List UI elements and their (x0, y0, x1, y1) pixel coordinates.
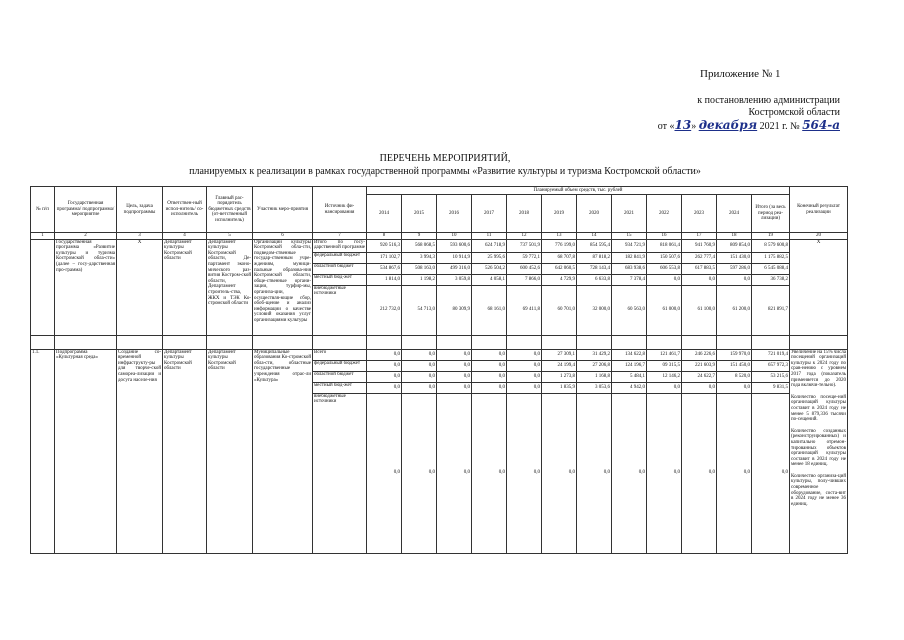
spacer-cell (542, 335, 577, 349)
cell-amount: 60 701,0 (542, 285, 577, 335)
col-year: 2021 (612, 195, 647, 233)
spacer-cell (117, 335, 163, 349)
cell-amount: 683 938,6 (612, 263, 647, 274)
cell-amount: 597 286,0 (717, 263, 752, 274)
cell-amount: 87 818,2 (577, 252, 612, 263)
cell-budget-manager: Департамент культуры Костромской области, Де-партамент эконо-мического раз-вития Костром-ской области, Департамент строитель-ства, ЖКХ и ТЭК Ко-стромской области (207, 239, 253, 335)
cell-participants: Организации культуры Костромской обла-сти, подведом-ственные государ-ственным учре-ждениям, муници-пальные образова-ния Костромской области, обще-ственные органи-зации, турфир-мы, организа-ции, осуществля-ющие сбор, обоб-щение и анализ информации о качестве условий оказания услуг организациями культуры (253, 239, 313, 335)
col-goal: Цель, задача подпрограммы (117, 187, 163, 233)
cell-source: внебюджетные источники (313, 393, 367, 553)
col-year: 2023 (682, 195, 717, 233)
col-program: Государственная программа/ подпрограмма/ мероприятие (55, 187, 117, 233)
cell-source: внебюджетные источники (313, 285, 367, 335)
cell-amount: 0,0 (402, 360, 437, 371)
cell-amount: 0,0 (402, 393, 437, 553)
col-year: 2017 (472, 195, 507, 233)
column-number-row (31, 233, 848, 240)
cell-amount: 0,0 (542, 393, 577, 553)
cell-amount: 1 168,8 (577, 371, 612, 382)
cell-amount: 4 058,1 (472, 274, 507, 285)
cell-amount: 53 215,6 (752, 371, 790, 382)
cell-program: Подпрограмма «Культурная среда» (55, 349, 117, 553)
cell-amount: 721 019,4 (752, 349, 790, 360)
cell-no: 1.1. (31, 349, 55, 553)
cell-amount: 0,0 (647, 382, 682, 393)
cell-amount: 1 273,8 (542, 371, 577, 382)
cell-amount: 8 520,0 (717, 371, 752, 382)
cell-amount: 09 315,5 (647, 360, 682, 371)
cell-amount: 124 196,7 (612, 360, 647, 371)
cell-amount: 1 175 882,5 (752, 252, 790, 263)
cell-amount: 31 429,2 (577, 349, 612, 360)
col-number: 8 (367, 233, 402, 240)
col-responsible: Ответствен-ный испол-нитель/ со-исполнитель (163, 187, 207, 233)
cell-amount: 0,0 (437, 382, 472, 393)
cell-amount: 3 994,3 (402, 252, 437, 263)
cell-amount: 0,0 (612, 393, 647, 553)
cell-amount: 809 854,0 (717, 239, 752, 252)
cell-amount: 600 452,6 (507, 263, 542, 274)
cell-amount: 0,0 (717, 274, 752, 285)
cell-source: федеральный бюджет (313, 360, 367, 371)
col-number: 2 (55, 233, 117, 240)
cell-amount: 508 163,0 (402, 263, 437, 274)
col-year: 2019 (542, 195, 577, 233)
cell-amount: 568 068,5 (402, 239, 437, 252)
cell-amount: 221 603,9 (682, 360, 717, 371)
cell-amount: 12 146,2 (647, 371, 682, 382)
col-number: 3 (117, 233, 163, 240)
table-row (31, 349, 848, 360)
cell-goal: X (117, 239, 163, 335)
cell-source: областной бюджет (313, 371, 367, 382)
spacer-cell (472, 335, 507, 349)
cell-amount: 0,0 (437, 349, 472, 360)
decree-number: 564-а (802, 118, 840, 132)
result-item: Количество посеще-ний организаций культуры составит в 2024 году не менее 5 879,336 тысячи по-сещений. (791, 394, 846, 423)
decree-day: 13 (674, 118, 692, 132)
decree-line-2: Костромской области (748, 107, 840, 118)
col-source: Источник фи-нансирования (313, 187, 367, 233)
col-year: 2024 (717, 195, 752, 233)
cell-amount: 0,0 (367, 349, 402, 360)
cell-amount: 0,0 (367, 393, 402, 553)
cell-amount: 657 972,3 (752, 360, 790, 371)
spacer-cell (790, 335, 848, 349)
col-number: 5 (207, 233, 253, 240)
title-line-2: планируемых к реализации в рамках государственной программы «Развитие культуры и туризма Костромской области» (189, 166, 701, 177)
cell-amount: 134 622,8 (612, 349, 647, 360)
cell-amount: 159 970,0 (717, 349, 752, 360)
result-item: Количество созданных (реконструированных) и капитально отремон-тированных объектов организаций культуры составит в 2024 году не менее 18 единиц. (791, 428, 846, 468)
col-number: 1 (31, 233, 55, 240)
cell-source: федеральный бюджет (313, 252, 367, 263)
cell-amount: 606 553,8 (647, 263, 682, 274)
cell-amount: 0,0 (472, 393, 507, 553)
cell-amount: 7 866,0 (507, 274, 542, 285)
cell-amount: 150 507,6 (647, 252, 682, 263)
cell-source: местный бюд-жет (313, 274, 367, 285)
cell-amount: 27 309,1 (542, 349, 577, 360)
col-number: 20 (790, 233, 848, 240)
cell-amount: 262 777,4 (682, 252, 717, 263)
cell-amount: 24 199,4 (542, 360, 577, 371)
col-number: 9 (402, 233, 437, 240)
cell-amount: 941 760,9 (682, 239, 717, 252)
col-budget-manager: Главный рас-порядитель бюджетных средств (от-ветственный исполнитель) (207, 187, 253, 233)
result-item: Увеличение на 15% числа посещений организаций культуры к 2024 году по срав-нению с уровнем 2017 года (показатель применяется до 2020 года включи-тельно). (791, 349, 846, 389)
cell-amount: 0,0 (367, 371, 402, 382)
cell-amount: 0,0 (682, 393, 717, 553)
cell-amount: 0,0 (472, 349, 507, 360)
cell-source: Всего (313, 349, 367, 360)
cell-results (790, 349, 848, 553)
cell-amount: 8 579 600,8 (752, 239, 790, 252)
cell-amount: 0,0 (437, 371, 472, 382)
cell-amount: 6 633,8 (577, 274, 612, 285)
cell-amount: 68 161,0 (472, 285, 507, 335)
cell-amount: 854 595,4 (577, 239, 612, 252)
col-total: Итого (за весь период реа-лизации) (752, 195, 790, 233)
cell-amount: 0,0 (507, 371, 542, 382)
col-number: 6 (253, 233, 313, 240)
cell-amount: 212 732,0 (367, 285, 402, 335)
col-participants: Участник меро-приятия (253, 187, 313, 233)
cell-amount: 25 995,6 (472, 252, 507, 263)
col-year: 2015 (402, 195, 437, 233)
cell-amount: 0,0 (577, 393, 612, 553)
col-number: 16 (647, 233, 682, 240)
col-number: 4 (163, 233, 207, 240)
spacer-cell (207, 335, 253, 349)
cell-amount: 3 053,6 (577, 382, 612, 393)
cell-amount: 934 721,9 (612, 239, 647, 252)
cell-amount: 0,0 (717, 393, 752, 553)
cell-amount: 32 000,0 (577, 285, 612, 335)
cell-amount: 818 061,4 (647, 239, 682, 252)
cell-amount: 61 000,0 (647, 285, 682, 335)
cell-source: местный бюд-жет (313, 382, 367, 393)
cell-amount: 526 504,2 (472, 263, 507, 274)
cell-amount: 68 707,8 (542, 252, 577, 263)
cell-amount: 0,0 (367, 360, 402, 371)
spacer-cell (612, 335, 647, 349)
cell-amount: 499 316,0 (437, 263, 472, 274)
spacer-cell (163, 335, 207, 349)
cell-result: X (790, 239, 848, 335)
cell-amount: 6 545 088,4 (752, 263, 790, 274)
col-number: 14 (577, 233, 612, 240)
cell-no (31, 239, 55, 335)
spacer-cell (752, 335, 790, 349)
result-item: Количество организа-ций культуры, полу-чивших современное оборудование, соста-вит в 2024 году не менее 36 единиц. (791, 473, 846, 507)
spacer-cell (402, 335, 437, 349)
col-year: 2018 (507, 195, 542, 233)
cell-amount: 0,0 (647, 274, 682, 285)
cell-amount: 1 814,0 (367, 274, 402, 285)
spacer-cell (682, 335, 717, 349)
cell-amount: 0,0 (507, 349, 542, 360)
table-row (31, 239, 848, 252)
cell-program: Государственная программа «Развитие культуры и туризма Костромской обла-сти» (далее – госу-дарственная про-грамма) (55, 239, 117, 335)
cell-amount: 593 600,6 (437, 239, 472, 252)
spacer-cell (577, 335, 612, 349)
cell-responsible: Департамент культуры Костромской области (163, 349, 207, 553)
cell-amount: 920 516,3 (367, 239, 402, 252)
col-number: 12 (507, 233, 542, 240)
cell-amount: 36 738,2 (752, 274, 790, 285)
col-year: 2020 (577, 195, 612, 233)
spacer-cell (437, 335, 472, 349)
cell-amount: 776 199,0 (542, 239, 577, 252)
cell-amount: 0,0 (752, 393, 790, 553)
cell-amount: 182 841,9 (612, 252, 647, 263)
cell-amount: 617 883,5 (682, 263, 717, 274)
spacer-row (31, 335, 848, 349)
cell-amount: 3 059,8 (437, 274, 472, 285)
col-number: 10 (437, 233, 472, 240)
spacer-cell (367, 335, 402, 349)
col-no: № п/п (31, 187, 55, 233)
cell-amount: 728 143,4 (577, 263, 612, 274)
cell-participants: Муниципальные образования Ко-стромской обла-сти, областные государственные учреждения отрас-ли «Культура» (253, 349, 313, 553)
cell-amount: 0,0 (367, 382, 402, 393)
cell-amount: 821 891,7 (752, 285, 790, 335)
cell-amount: 0,0 (507, 393, 542, 553)
col-number: 17 (682, 233, 717, 240)
spacer-cell (717, 335, 752, 349)
spacer-cell (313, 335, 367, 349)
spacer-cell (55, 335, 117, 349)
cell-amount: 80 309,9 (437, 285, 472, 335)
col-number: 13 (542, 233, 577, 240)
cell-amount: 0,0 (402, 382, 437, 393)
cell-amount: 0,0 (402, 371, 437, 382)
cell-amount: 0,0 (437, 393, 472, 553)
cell-amount: 1 198,2 (402, 274, 437, 285)
cell-amount: 27 206,8 (577, 360, 612, 371)
cell-source: областной бюджет (313, 263, 367, 274)
cell-amount: 0,0 (472, 371, 507, 382)
col-year: 2022 (647, 195, 682, 233)
document-title (120, 152, 770, 178)
cell-amount: 0,0 (507, 360, 542, 371)
cell-responsible: Департамент культуры Костромской области (163, 239, 207, 335)
cell-amount: 24 622,7 (682, 371, 717, 382)
cell-amount: 642 060,5 (542, 263, 577, 274)
cell-amount: 4 942,0 (612, 382, 647, 393)
col-number: 11 (472, 233, 507, 240)
cell-amount: 121 461,7 (647, 349, 682, 360)
cell-amount: 0,0 (507, 382, 542, 393)
cell-amount: 246 226,6 (682, 349, 717, 360)
cell-budget-manager: Департамент культуры Костромской области (207, 349, 253, 553)
cell-amount: 0,0 (682, 274, 717, 285)
cell-amount: 10 914,9 (437, 252, 472, 263)
cell-amount: 0,0 (682, 382, 717, 393)
decree-reference (590, 95, 840, 133)
col-result: Конечный результат реализации (790, 187, 848, 233)
spacer-cell (647, 335, 682, 349)
spacer-cell (31, 335, 55, 349)
cell-amount: 0,0 (472, 360, 507, 371)
cell-amount: 534 867,6 (367, 263, 402, 274)
cell-amount: 1 835,9 (542, 382, 577, 393)
cell-amount: 54 713,0 (402, 285, 437, 335)
cell-source: Итого по госу-дарственной программе (314, 239, 365, 251)
decree-month: декабря (698, 118, 758, 132)
cell-amount: 737 501,9 (507, 239, 542, 252)
cell-amount: 0,0 (402, 349, 437, 360)
decree-line-1: к постановлению администрации (697, 95, 840, 106)
col-year: 2014 (367, 195, 402, 233)
title-line-1: ПЕРЕЧЕНЬ МЕРОПРИЯТИЙ, (379, 153, 511, 164)
cell-amount: 151 450,0 (717, 360, 752, 371)
activities-table (30, 186, 848, 554)
cell-amount: 69 411,8 (507, 285, 542, 335)
cell-amount: 61 200,0 (717, 285, 752, 335)
cell-amount: 59 772,1 (507, 252, 542, 263)
cell-amount: 0,0 (647, 393, 682, 553)
col-planned: Планируемый объем средств, тыс. рублей (367, 187, 790, 195)
cell-amount: 171 102,7 (367, 252, 402, 263)
cell-amount: 61 100,0 (682, 285, 717, 335)
col-number: 7 (313, 233, 367, 240)
spacer-cell (253, 335, 313, 349)
cell-amount: 624 718,9 (472, 239, 507, 252)
cell-amount: 5 484,1 (612, 371, 647, 382)
decree-date-line: от «13» декабря 2021 г. № 564-а (657, 118, 840, 132)
cell-amount: 7 378,4 (612, 274, 647, 285)
spacer-cell (507, 335, 542, 349)
cell-amount: 0,0 (717, 382, 752, 393)
cell-amount: 4 729,9 (542, 274, 577, 285)
col-number: 18 (717, 233, 752, 240)
cell-amount: 0,0 (437, 360, 472, 371)
cell-goal: Создание со-временной инфраструкту-ры для творче-ской самореа-лизации и досуга населе-ния (117, 349, 163, 553)
cell-amount: 0,0 (472, 382, 507, 393)
annex-label: Приложение № 1 (700, 68, 781, 80)
col-number: 19 (752, 233, 790, 240)
col-year: 2016 (437, 195, 472, 233)
cell-amount: 151 430,0 (717, 252, 752, 263)
cell-amount: 9 831,5 (752, 382, 790, 393)
cell-amount: 60 563,0 (612, 285, 647, 335)
col-number: 15 (612, 233, 647, 240)
